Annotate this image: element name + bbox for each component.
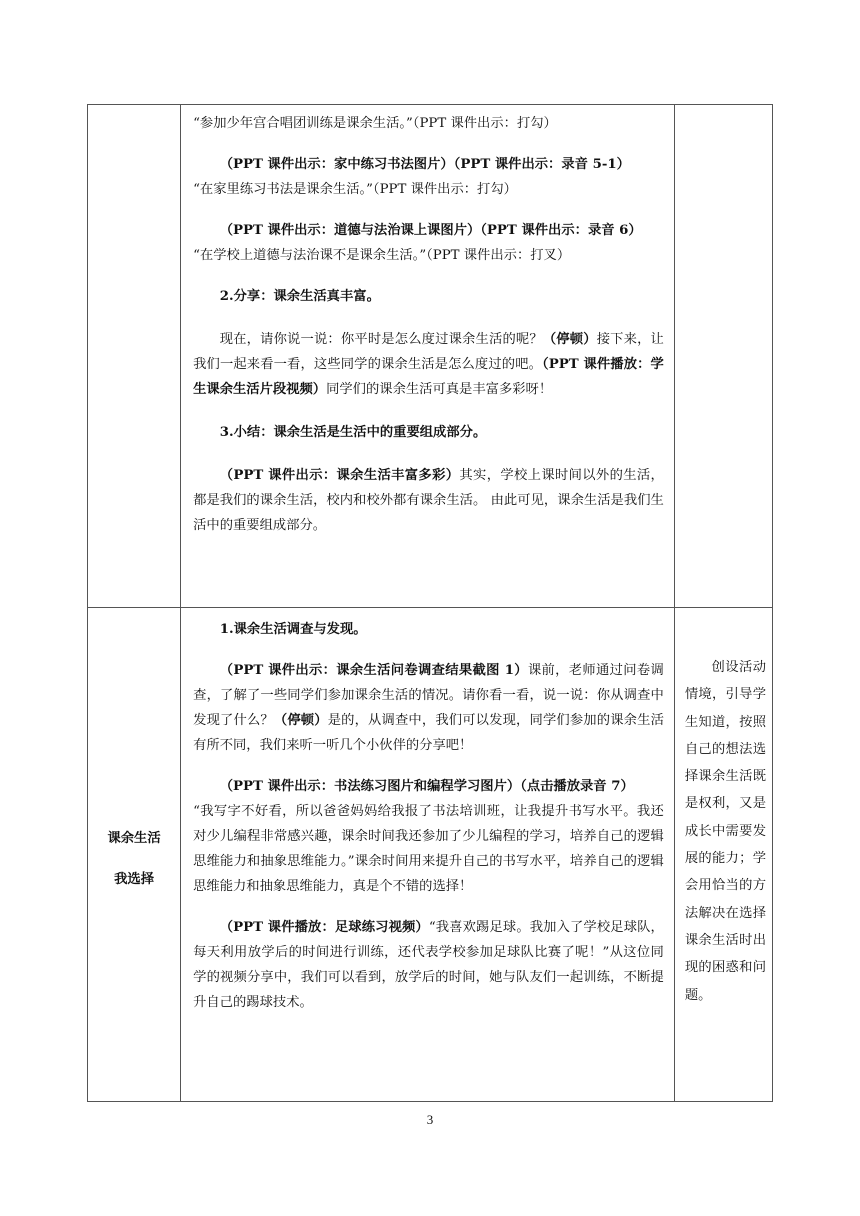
stage-title-line: 我选择 [114, 872, 154, 887]
section-heading: 1.课余生活调查与发现。 [219, 622, 367, 637]
section-heading: 3.小结：课余生活是生活中的重要组成部分。 [219, 425, 487, 440]
ppt-cue: （PPT 课件播放：学生课余生活片段视频） [193, 357, 664, 397]
ppt-cue: （PPT 课件出示：课余生活问卷调查结果截图 1） [219, 663, 528, 678]
ppt-cue: （PPT 课件播放：足球练习视频） [219, 920, 429, 935]
text: 现在，请你说一说：你平时是怎么度过课余生活的呢？ [219, 332, 543, 347]
page-number: 3 [426, 1112, 434, 1127]
design-notes: 创设活动情境，引导学生知道，按照自己的想法选择课余生活既是权利，又是成长中需要发展的能力；学会用恰当的方法解决在选择课余生活时出现的困惑和问题。 [684, 660, 766, 1003]
notes-cell [674, 105, 772, 608]
paragraph [193, 152, 664, 202]
content-cell [181, 608, 675, 1102]
stage-cell [88, 608, 181, 1102]
paragraph [193, 218, 664, 268]
table-row [88, 608, 773, 1102]
ppt-cue: （PPT 课件出示：课余生活丰富多彩） [219, 468, 460, 483]
pause-cue: （停顿） [542, 332, 597, 347]
lesson-plan-table [87, 104, 773, 1102]
text: 是的，从调查中，我们可以发现，同学们参加的课余生活有所不同，我们来听一听几个小伙伴的分享吧！ [193, 713, 664, 753]
text: 课前，老师通过问卷调查，了解了一些同学们参加课余生活的情况。请你看一看，说一说：你从调查中发现了什么？ [193, 663, 664, 728]
ppt-cue: （PPT 课件出示：家中练习书法图片）（PPT 课件出示：录音 5-1） [219, 157, 630, 172]
quote-text: “我喜欢踢足球。我加入了学校足球队，每天利用放学后的时间进行训练，还代表学校参加足球队比赛了呢！”从这位同学的视频分享中，我们可以看到，放学后的时间，她与队友们一起训练，不断提升自己的踢球技术。 [193, 920, 664, 1010]
stage-title-line: 课余生活 [107, 831, 161, 846]
paragraph: “参加少年宫合唱团训练是课余生活。”（PPT 课件出示：打勾） [193, 116, 557, 131]
stage-title [88, 608, 180, 900]
quote-text: “在家里练习书法是课余生活。”（PPT 课件出示：打勾） [193, 182, 517, 197]
paragraph [193, 327, 664, 402]
section-heading: 2.分享：课余生活真丰富。 [219, 289, 380, 304]
notes-cell [674, 608, 772, 1102]
pause-cue: （停顿） [273, 713, 328, 728]
text: 同学们的课余生活可真是丰富多彩呀！ [326, 382, 553, 397]
paragraph [193, 463, 664, 538]
text: 其实，学校上课时间以外的生活，都是我们的课余生活，校内和校外都有课余生活。 由此可见，课余生活是我们生活中的重要组成部分。 [193, 468, 664, 533]
quote-text: “我写字不好看，所以爸爸妈妈给我报了书法培训班，让我提升书写水平。我还对少儿编程非常感兴趣，课余时间我还参加了少儿编程的学习，培养自己的逻辑思维能力和抽象思维能力。”课余时间用来提升自己的书写水平，培养自己的逻辑思维能力和抽象思维能力，真是个不错的选择！ [193, 804, 664, 894]
text: 接下来，让我们一起来看一看，这些同学的课余生活是怎么度过的吧。 [193, 332, 664, 372]
paragraph [193, 658, 664, 758]
quote-text: “在学校上道德与法治课不是课余生活。”（PPT 课件出示：打叉） [193, 248, 571, 263]
content-cell [181, 105, 675, 608]
stage-cell [88, 105, 181, 608]
table-row [88, 105, 773, 608]
ppt-cue: （PPT 课件出示：书法练习图片和编程学习图片）（点击播放录音 7） [219, 779, 634, 794]
paragraph [193, 774, 664, 899]
paragraph [193, 915, 664, 1015]
ppt-cue: （PPT 课件出示：道德与法治课上课图片）（PPT 课件出示：录音 6） [219, 223, 642, 238]
